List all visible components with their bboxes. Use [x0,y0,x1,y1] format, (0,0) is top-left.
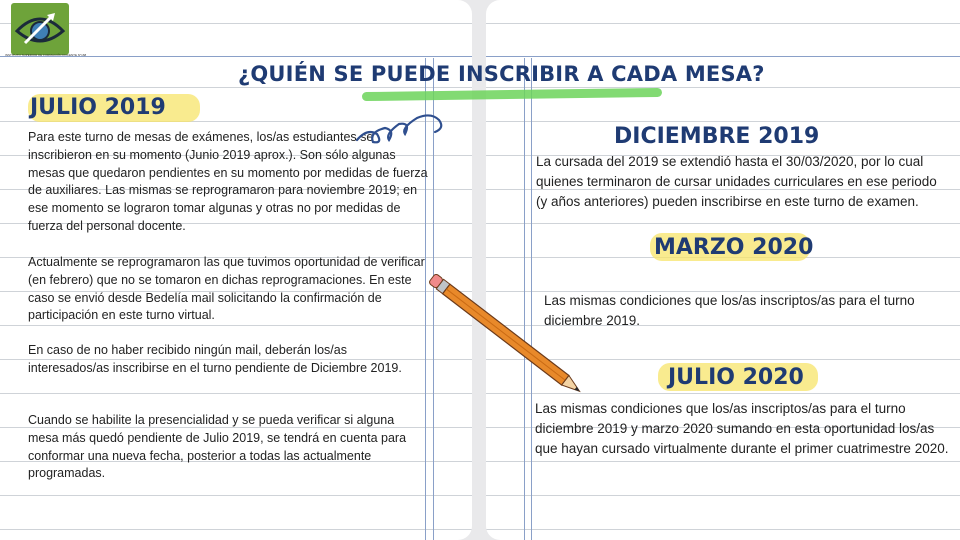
institution-logo [11,3,69,55]
right-top-rule [486,56,960,57]
heading-diciembre-2019: DICIEMBRE 2019 [614,124,820,149]
page-title: ¿QUIÉN SE PUEDE INSCRIBIR A CADA MESA? [238,62,765,86]
heading-marzo-2020: MARZO 2020 [654,235,814,260]
pencil-icon [422,268,587,393]
heading-julio-2019: JULIO 2019 [30,95,166,120]
swirl-doodle-icon [355,110,450,155]
logo-caption: INSTITUTO SUPERIOR DE FORMACIÓN DOCENTE N°168 [5,53,87,57]
paragraph-2: Actualmente se reprogramaron las que tuvimos oportunidad de verificar (en febrero) que no se tomaron en dichas reprogramaciones. En este caso se envió desde Bedelía mail solicitando la confirmación de participación en este turno virtual. [28,255,425,323]
section-marzo-text: Las mismas condiciones que los/as inscriptos/as para el turno diciembre 2019. [544,293,915,328]
paragraph-1: Para este turno de mesas de exámenes, los/as estudiantes se inscribieron en su momento (Junio 2019 aprox.). Son sólo algunas mesas que quedaron pendientes en su momento por medidas de fuerza de auxiliares. Las mismas se reprogramaron para noviembre 2019; en ese momento se lograron tomar algunas y otras no por medidas de fuerza del personal docente. [28,130,428,233]
paragraph-4: Cuando se habilite la presencialidad y se pueda verificar si alguna mesa más quedó pendiente de Julio 2019, se tendrá en cuenta para conformar una nueva fecha, posterior a todas las actualmente programadas. [28,413,407,481]
eye-logo-icon [11,3,69,55]
paragraph-3: En caso de no haber recibido ningún mail, deberán los/as interesados/as inscribirse en el turno pendiente de Diciembre 2019. [28,343,402,375]
section-diciembre-text: La cursada del 2019 se extendió hasta el 30/03/2020, por lo cual quienes terminaron de cursar unidades curriculares en ese periodo (y años anteriores) pueden inscribirse en este turno de examen. [536,154,937,209]
section-julio-2020-text: Las mismas condiciones que los/as inscriptos/as para el turno diciembre 2019 y marzo 2020 sumando en esta oportunidad los/as que hayan cursado virtualmente durante el primer cuatrimestre 2020. [535,401,949,456]
heading-julio-2020: JULIO 2020 [668,365,804,390]
